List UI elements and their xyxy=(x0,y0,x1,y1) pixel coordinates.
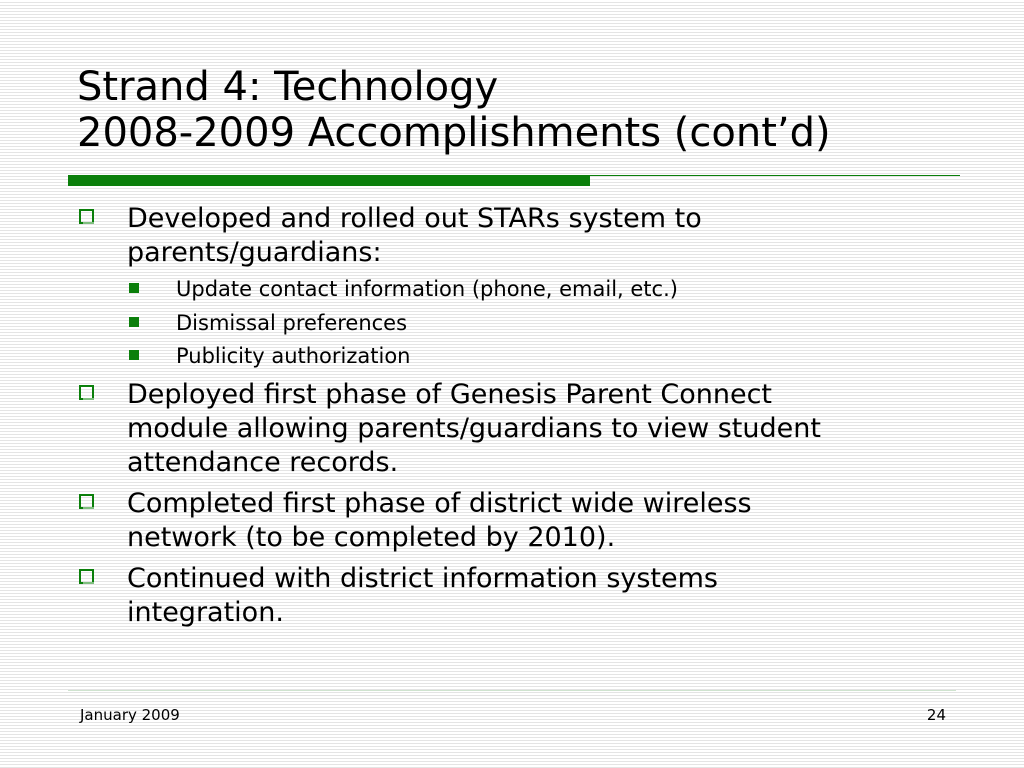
hollow-square-bullet-icon xyxy=(79,209,94,224)
footer-date: January 2009 xyxy=(80,706,180,724)
title-underline-thick xyxy=(68,176,590,186)
bullet-item-3 xyxy=(127,487,957,555)
sub-bullet-3-text: Publicity authorization xyxy=(176,344,411,368)
hollow-square-bullet-icon xyxy=(79,385,94,400)
slide-title xyxy=(77,64,831,156)
bullet-item-2 xyxy=(127,378,957,480)
sub-bullet-item-3 xyxy=(176,343,936,369)
bullet-item-1 xyxy=(127,202,957,270)
hollow-square-bullet-icon xyxy=(79,569,94,584)
filled-square-bullet-icon xyxy=(129,350,139,360)
bullet-3-line-2: network (to be completed by 2010). xyxy=(127,522,616,553)
sub-bullet-2-text: Dismissal preferences xyxy=(176,311,408,335)
bullet-2-line-2: module allowing parents/guardians to view student xyxy=(127,413,821,444)
bullet-1-line-1: Developed and rolled out STARs system to xyxy=(127,203,702,234)
filled-square-bullet-icon xyxy=(129,317,139,327)
bullet-item-4 xyxy=(127,562,957,630)
hollow-square-bullet-icon xyxy=(79,494,94,509)
sub-bullet-item-1 xyxy=(176,276,936,302)
page-number: 24 xyxy=(926,706,946,724)
bullet-4-line-2: integration. xyxy=(127,597,284,628)
slide-title-line-2: 2008-2009 Accomplishments (cont’d) xyxy=(77,110,831,156)
bullet-2-line-3: attendance records. xyxy=(127,447,399,478)
sub-bullet-1-text: Update contact information (phone, email, etc.) xyxy=(176,277,678,301)
bullet-2-line-1: Deployed first phase of Genesis Parent Connect xyxy=(127,379,773,410)
slide-title-line-1: Strand 4: Technology xyxy=(77,64,499,110)
bullet-3-line-1: Completed first phase of district wide wireless xyxy=(127,488,752,519)
bullet-1-line-2: parents/guardians: xyxy=(127,237,382,268)
bullet-4-line-1: Continued with district information systems xyxy=(127,563,718,594)
sub-bullet-item-2 xyxy=(176,310,936,336)
footer-divider xyxy=(68,690,956,691)
filled-square-bullet-icon xyxy=(129,283,139,293)
